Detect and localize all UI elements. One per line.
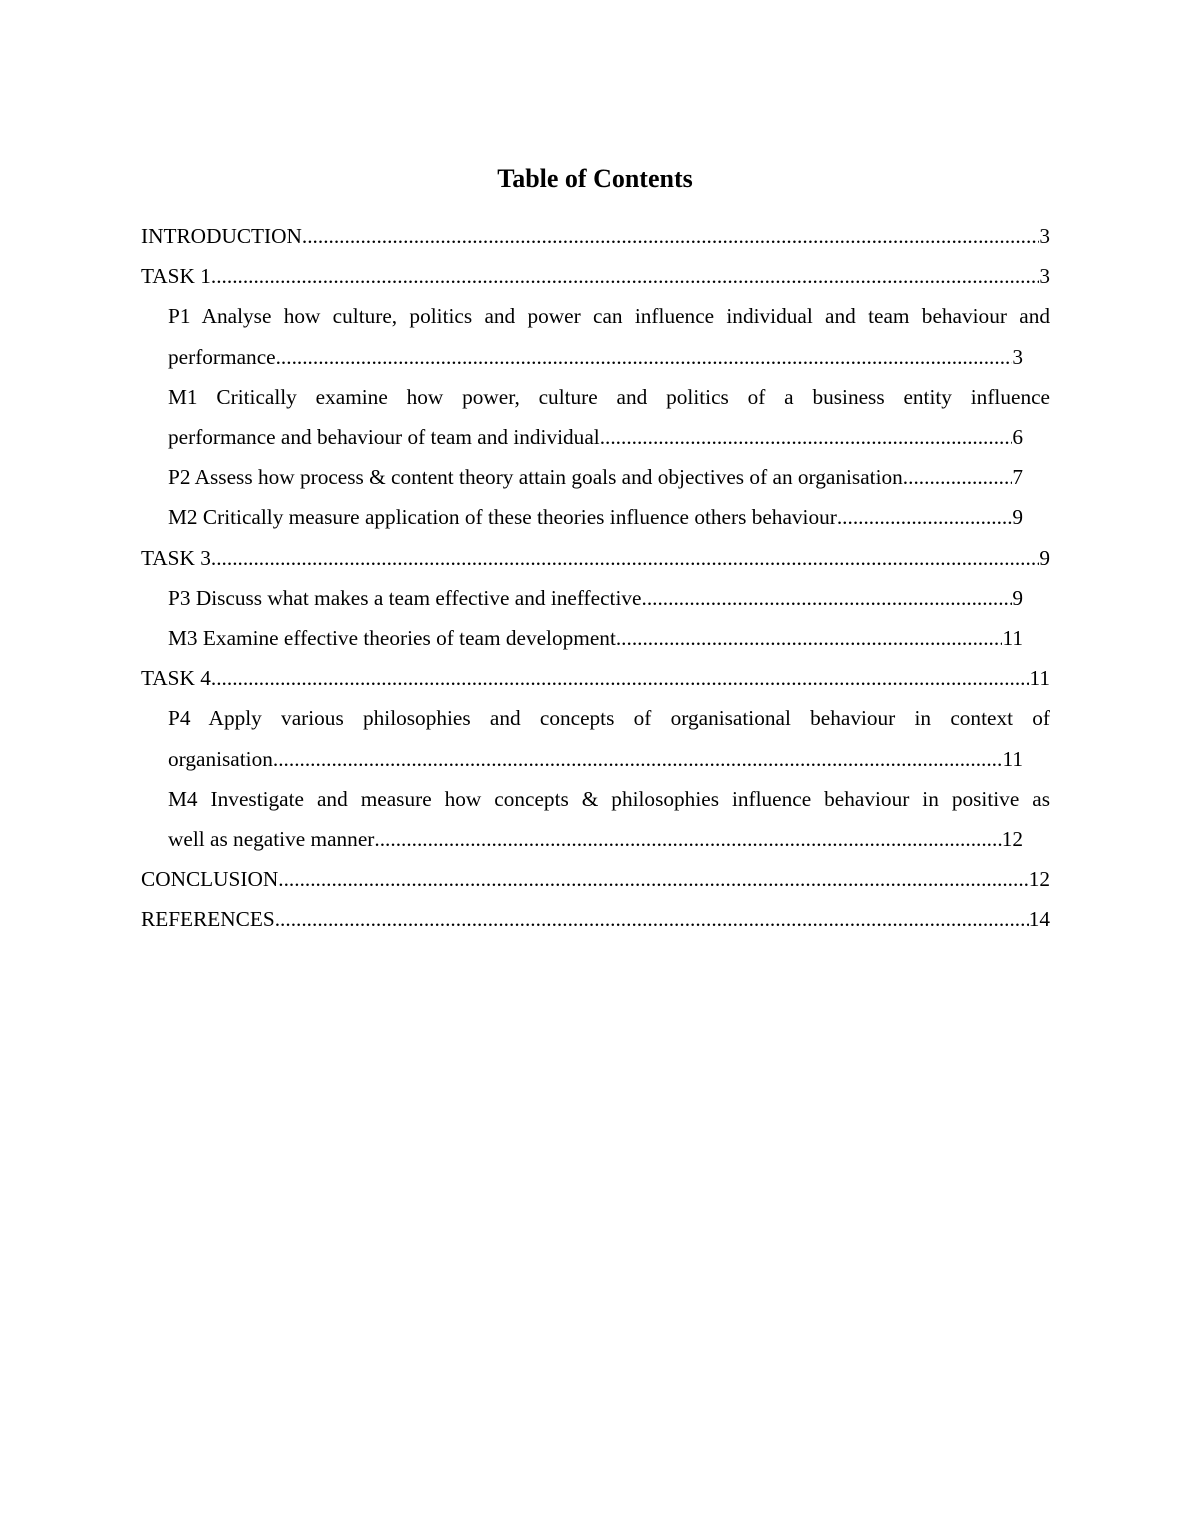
toc-entry-p1[interactable] — [141, 296, 1050, 376]
toc-entry-m2[interactable] — [141, 497, 1023, 537]
toc-page-number: 6 — [1012, 424, 1023, 449]
toc-entry-label: M3 Examine effective theories of team development — [168, 626, 616, 650]
toc-entry-label: performance and behaviour of team and individual — [168, 424, 600, 449]
toc-entry-references[interactable] — [141, 899, 1050, 939]
toc-page-number: 14 — [1028, 907, 1050, 932]
toc-entry-line: P4 Apply various philosophies and concepts of organisational behaviour in context of — [168, 706, 1050, 731]
toc-entry-m3[interactable] — [141, 618, 1023, 658]
dot-leader — [211, 658, 1030, 698]
dot-leader — [273, 739, 1003, 779]
dot-leader — [908, 457, 1012, 497]
toc-entry-m4[interactable] — [141, 779, 1050, 859]
dot-leader — [616, 618, 1003, 658]
toc-page-number: 11 — [1002, 746, 1023, 771]
toc-entry-label: INTRODUCTION — [141, 224, 302, 248]
toc-page-number: 3 — [1012, 344, 1023, 369]
toc-entry-label: performance — [168, 344, 276, 369]
toc-entry-label: organisation — [168, 746, 273, 771]
toc-page-number: 9 — [1039, 545, 1050, 570]
toc-entry-label: REFERENCES — [141, 907, 275, 932]
toc-page-number: 3 — [1039, 264, 1050, 289]
toc-entry-label: M2 Critically measure application of these theories influence others behaviour — [168, 505, 837, 530]
toc-entry-label: well as negative manner — [168, 826, 375, 851]
toc-entry-introduction[interactable] — [141, 216, 1050, 256]
toc-entry-line: M4 Investigate and measure how concepts & philosophies influence behaviour in positive as — [168, 786, 1050, 811]
toc-page-number: 3 — [1039, 224, 1050, 248]
toc-entry-p4[interactable] — [141, 698, 1050, 778]
toc-page-number: 7 — [1012, 465, 1023, 490]
toc-entry-conclusion[interactable] — [141, 859, 1050, 899]
table-of-contents — [141, 216, 1050, 940]
toc-page-number: 11 — [1029, 666, 1050, 691]
dot-leader — [276, 337, 1013, 377]
toc-page-number: 12 — [1028, 867, 1050, 892]
toc-entry-line: P1 Analyse how culture, politics and power can influence individual and team behaviour and — [168, 304, 1050, 329]
toc-page-number: 9 — [1012, 585, 1023, 610]
toc-entry-label: P2 Assess how process & content theory attain goals and objectives of an organisation. — [168, 465, 909, 490]
dot-leader — [211, 256, 1039, 296]
toc-entry-line: M1 Critically examine how power, culture and politics of a business entity influence — [168, 384, 1050, 409]
page-title: Table of Contents — [497, 164, 693, 193]
dot-leader — [278, 859, 1028, 899]
toc-entry-label: TASK 4 — [141, 666, 211, 691]
dot-leader — [211, 538, 1039, 578]
dot-leader — [600, 417, 1013, 457]
dot-leader — [374, 819, 1001, 859]
dot-leader — [642, 578, 1013, 618]
toc-entry-task-4[interactable] — [141, 658, 1050, 698]
toc-entry-task-3[interactable] — [141, 538, 1050, 578]
toc-entry-m1[interactable] — [141, 377, 1050, 457]
toc-page-number: 11 — [1002, 626, 1023, 650]
toc-entry-p3[interactable] — [141, 578, 1023, 618]
toc-entry-label: TASK 1 — [141, 264, 211, 289]
toc-entry-label: P3 Discuss what makes a team effective and ineffective — [168, 585, 642, 610]
toc-page-number: 9 — [1012, 505, 1023, 530]
dot-leader — [302, 216, 1039, 256]
toc-entry-p2[interactable] — [141, 457, 1023, 497]
toc-entry-label: TASK 3 — [141, 545, 211, 570]
dot-leader — [837, 497, 1012, 537]
toc-page-number: 12 — [1001, 826, 1023, 851]
toc-entry-label: CONCLUSION — [141, 867, 279, 892]
dot-leader — [275, 899, 1029, 939]
toc-entry-task-1[interactable] — [141, 256, 1050, 296]
